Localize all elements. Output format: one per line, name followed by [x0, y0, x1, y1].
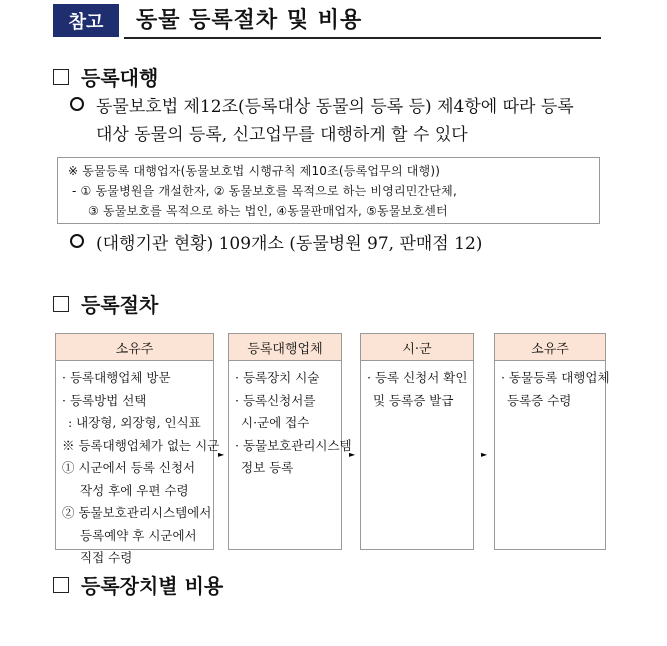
note-line: ※ 동물등록 대행업자(동물보호법 시행규칙 제10조(등록업무의 대행)): [68, 164, 441, 178]
section-registration-procedure: [53, 289, 158, 318]
step-box-owner-final: [494, 333, 610, 550]
step-line: ② 동물보호관리시스템에서: [62, 505, 212, 520]
step-box-city: [360, 333, 474, 550]
step-line: · 등록 신청서 확인: [367, 370, 468, 385]
step-line: · 등록장치 시술: [235, 370, 320, 385]
square-bullet-icon: [53, 69, 69, 85]
step-header: 등록대행업체: [229, 334, 341, 361]
title-underline: [124, 37, 601, 39]
step-line: 등록증 수령: [507, 392, 572, 408]
step-body: [229, 361, 352, 480]
step-line: : 내장형, 외장형, 인식표: [68, 415, 201, 430]
section-title: 등록장치별 비용: [81, 574, 224, 598]
step-header: 소유주: [56, 334, 213, 361]
note-line: - ① 동물병원을 개설한자, ② 동물보호를 목적으로 하는 비영리민간단체,: [72, 184, 457, 198]
bullet-agency-status: [70, 233, 482, 255]
step-line: 직접 수령: [80, 550, 133, 565]
section-title: 등록대행: [81, 66, 159, 90]
step-line: ① 시군에서 등록 신청서: [62, 460, 196, 475]
step-body: [56, 361, 220, 570]
step-line: · 동물보호관리시스템: [235, 437, 352, 453]
step-header: 소유주: [495, 334, 605, 361]
step-box-owner: [55, 333, 220, 565]
reference-tag: 참고: [53, 4, 119, 37]
arrow-right-icon: ►: [481, 450, 488, 459]
step-line: 정보 등록: [241, 460, 294, 475]
arrow-right-icon: ►: [218, 450, 225, 459]
page-title: 동물 등록절차 및 비용: [136, 8, 363, 33]
bullet-text: 동물보호법 제12조(등록대상 동물의 등록 등) 제4항에 따라 등록: [96, 97, 574, 117]
note-line: ③ 동물보호를 목적으로 하는 법인, ④동물판매업자, ⑤동물보호센터: [88, 204, 448, 218]
step-line: 등록예약 후 시군에서: [80, 527, 197, 543]
section-device-costs: [53, 570, 223, 599]
bullet-agency-basis: [70, 96, 574, 118]
square-bullet-icon: [53, 577, 69, 593]
step-line: 및 등록증 발급: [373, 392, 454, 408]
arrow-right-icon: ►: [349, 450, 356, 459]
step-line: · 등록신청서를: [235, 392, 316, 408]
bullet-continuation: 대상 동물의 등록, 신고업무를 대행하게 할 수 있다: [96, 125, 468, 145]
step-line: 시·군에 접수: [241, 415, 310, 430]
step-line: 작성 후에 우편 수령: [80, 482, 189, 498]
bullet-text: (대행기관 현황) 109개소 (동물병원 97, 판매점 12): [96, 234, 483, 254]
circle-bullet-icon: [70, 234, 84, 248]
step-body: [361, 361, 473, 412]
step-line: ※ 등록대행업체가 없는 시군: [62, 437, 220, 453]
agency-note-box: [57, 157, 600, 224]
step-line: · 동물등록 대행업체: [501, 370, 610, 385]
step-box-agency: [228, 333, 352, 550]
square-bullet-icon: [53, 296, 69, 312]
step-line: · 등록대행업체 방문: [62, 370, 171, 385]
circle-bullet-icon: [70, 97, 84, 111]
section-registration-agency: [53, 62, 158, 91]
step-header: 시·군: [361, 334, 473, 361]
section-title: 등록절차: [81, 293, 159, 317]
step-line: · 등록방법 선택: [62, 392, 147, 408]
step-body: [495, 361, 610, 412]
